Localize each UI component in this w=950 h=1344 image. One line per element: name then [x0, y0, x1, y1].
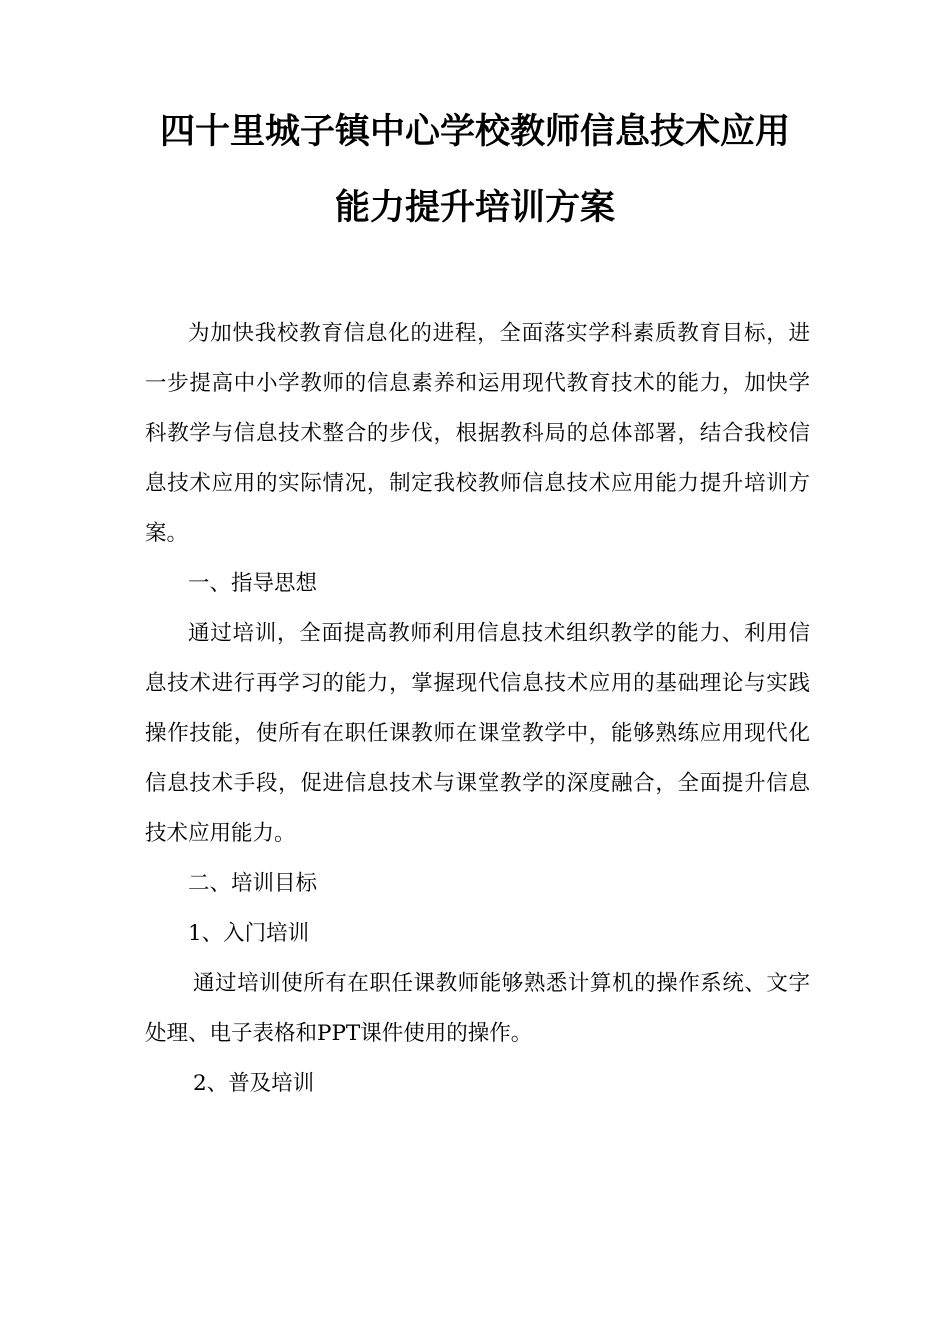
document-body: [145, 309, 810, 1109]
section-heading-guiding-ideology: 一、指导思想: [188, 571, 318, 596]
intro-paragraph: 为加快我校教育信息化的进程，全面落实学科素质教育目标，进一步提高中小学教师的信息素养和运用现代教育技术的能力，加快学科教学与信息技术整合的步伐，根据教科局的总体部署，结合我校信息技术应用的实际情况，制定我校教师信息技术应用能力提升培训方案。: [145, 321, 810, 546]
subsection-heading-general-training: 2、普及培训: [193, 1071, 315, 1096]
document-title-line-1: 四十里城子镇中心学校教师信息技术应用: [159, 112, 790, 152]
document-title-line-2: 能力提升培训方案: [334, 188, 615, 228]
guiding-ideology-paragraph: 通过培训，全面提高教师利用信息技术组织教学的能力、利用信息技术进行再学习的能力，掌握现代信息技术应用的基础理论与实践操作技能，使所有在职任课教师在课堂教学中，能够熟练应用现代化信息技术手段，促进信息技术与课堂教学的深度融合，全面提升信息技术应用能力。: [145, 621, 810, 846]
section-heading-training-goals: 二、培训目标: [188, 871, 318, 896]
subsection-heading-entry-training: 1、入门培训: [188, 921, 310, 946]
entry-training-paragraph: 通过培训使所有在职任课教师能够熟悉计算机的操作系统、文字处理、电子表格和PPT课件使用的操作。: [145, 971, 810, 1046]
